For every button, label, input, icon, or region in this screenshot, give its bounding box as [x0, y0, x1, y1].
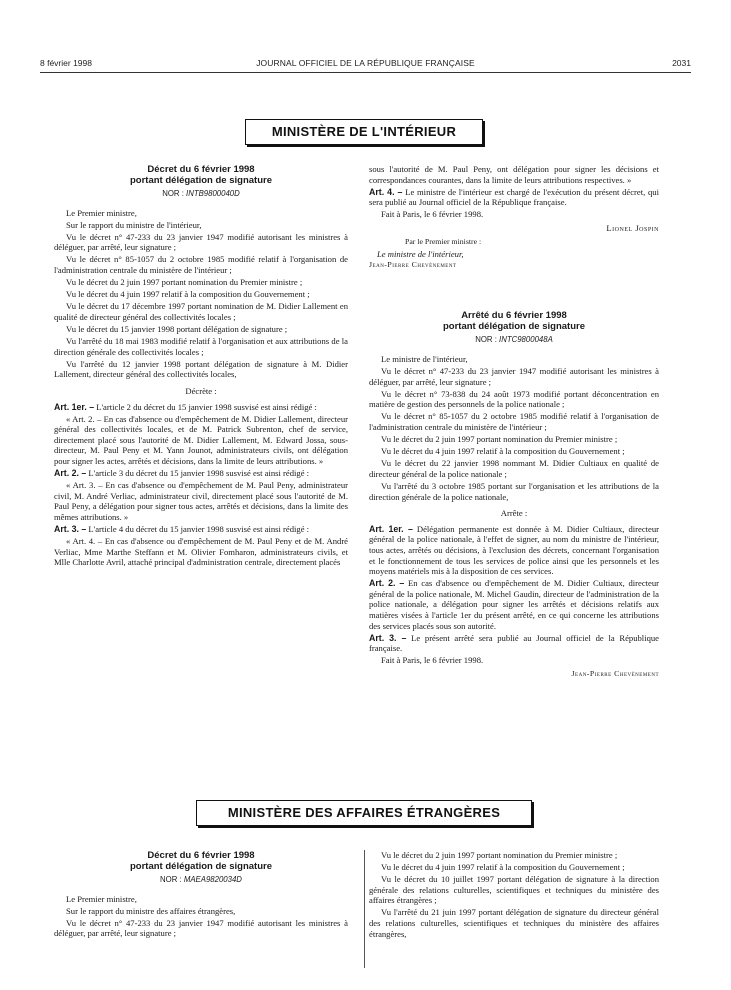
decree1-article-2-quote: « Art. 3. – En cas d'absence ou d'empêchement de M. Paul Peny, administrateur civil, M. André Verliac, administrateur civil, directement placé sous l'autorité de M. Paul Peny, a délégation pour signer tous actes, arrêtés et décisions, dans la limite des mêmes attributions. » [54, 480, 348, 523]
arrete-signatory: Jean-Pierre Chevènement [571, 668, 659, 678]
arrete-visa: Vu le décret n° 73-838 du 24 août 1973 modifié portant déconcentration en matière de gestion des personnels de la police nationale ; [369, 388, 659, 410]
arrete-done-at: Fait à Paris, le 6 février 1998. [381, 655, 484, 666]
journal-title: JOURNAL OFFICIEL DE LA RÉPUBLIQUE FRANÇAISE [256, 58, 475, 68]
column-divider [364, 850, 365, 968]
decree1-article-2: Art. 2. – L'article 3 du décret du 15 janvier 1998 susvisé est ainsi rédigé : [54, 468, 310, 479]
decree2-visa: Vu le décret du 10 juillet 1997 portant délégation de signature à la direction générale des relations culturelles, scientifiques et techniques du ministère des affaires étrangères ; [369, 874, 659, 906]
decree1-article-3-quote: « Art. 4. – En cas d'absence ou d'empêchement de M. Paul Peny et de M. André Verliac, Mme Marthe Steffann et M. Olivier Fomharon, administrateurs civils, et Mlle Charlotte Avril, attaché principal d'administration centrale, directement placés [54, 536, 348, 568]
decree1-visa: Vu l'arrêté du 18 mai 1983 modifié relatif à l'organisation et aux attributions de la direction générale des collectivités locales ; [54, 336, 348, 357]
decree1-visa: Vu le décret du 4 juin 1997 relatif à la composition du Gouvernement ; [66, 289, 310, 300]
arrete-visa: Vu le décret n° 85-1057 du 2 octobre 1985 modifié relatif à l'organisation de l'administration centrale du ministère de l'intérieur ; [369, 411, 659, 432]
decree2-left-column [54, 850, 348, 940]
decree2-right-column [369, 850, 659, 941]
ministry-interior-heading: MINISTÈRE DE L'INTÉRIEUR [245, 119, 483, 145]
decree1-minister-name: Jean-Pierre Chevènement [369, 259, 457, 269]
decree1-subtitle: portant délégation de signature [130, 175, 272, 186]
arrete-subtitle: portant délégation de signature [443, 321, 585, 333]
page-number: 2031 [672, 58, 691, 68]
decree2-visa: Vu le décret du 2 juin 1997 portant nomination du Premier ministre ; [381, 850, 618, 860]
ministry-foreign-affairs-heading: MINISTÈRE DES AFFAIRES ÉTRANGÈRES [196, 800, 532, 826]
decree2-visa: Vu l'arrêté du 21 juin 1997 portant délégation de signature du directeur général des relations culturelles, scientifiques et techniques du ministère des affaires étrangères, [369, 907, 659, 939]
decree1-visa: Vu le décret du 2 juin 1997 portant nomination du Premier ministre ; [66, 277, 303, 288]
decree1-done-at: Fait à Paris, le 6 février 1998. [381, 209, 484, 220]
arrete-article-1: Art. 1er. – Délégation permanente est donnée à M. Didier Cultiaux, directeur général de la police nationale, à l'effet de signer, au nom du ministre de l'intérieur, tous actes, arrêtés ou décisions, à l'exclusion des décrets, concernant l'organisation et le fonctionnement de tous les services de police ainsi que les personnels et les moyens matériels mis à la disposition de ces services. [369, 523, 659, 577]
decree1-article-1-quote: « Art. 2. – En cas d'absence ou d'empêchement de M. Didier Lallement, directeur général des collectivités locales, et de M. Patrick Subrenton, chef de service, directement placé sous l'autorité de M. Didier Lallement, M. Edward Jossa, sous-directeur, M. Paul Peny et M. Yann Jounot, administrateurs civils, ont délégation pour signer les actes, arrêtés et décisions, dans la limite de leurs attributions. » [54, 413, 348, 467]
header-rule [40, 72, 691, 73]
decree2-subtitle: portant délégation de signature [130, 861, 272, 872]
decree1-column [54, 164, 348, 570]
decree1-article-3-continued: sous l'autorité de M. Paul Peny, ont délégation pour signer les décisions et correspondances courantes, dans la limite de leurs attributions respectives. » [369, 164, 659, 185]
arrete-word: Arrête : [500, 508, 528, 519]
arrete-article-3: Art. 3. – Le présent arrêté sera publié au Journal officiel de la République française. [369, 632, 659, 654]
arrete-article-2: Art. 2. – En cas d'absence ou d'empêchement de M. Didier Cultiaux, directeur général de la police nationale, M. Michel Gaudin, directeur de l'administration de la police nationale, a délégation pour signer les arrêtés et décisions relatifs aux matières visées à l'article 1er du présent arrêté, en ce qui concerne les attributions des services placés sous son autorité. [369, 578, 659, 631]
decree1-article-4: Art. 4. – Le ministre de l'intérieur est chargé de l'exécution du présent décret, qui sera publié au Journal officiel de la République française. [369, 186, 659, 208]
arrete-nor: NOR : INTC9800048A [475, 335, 553, 345]
decree1-article-1: Art. 1er. – L'article 2 du décret du 15 janvier 1998 susvisé est ainsi rédigé : [54, 401, 317, 412]
arrete-visa: Vu le décret du 2 juin 1997 portant nomination du Premier ministre ; [381, 434, 618, 445]
arrete-visa: Vu le décret n° 47-233 du 23 janvier 1947 modifié autorisant les ministres à déléguer, par arrêté, leur signature ; [369, 366, 659, 387]
right-column [369, 164, 659, 683]
arrete-title: Arrêté du 6 février 1998 [461, 310, 567, 322]
issue-date: 8 février 1998 [40, 58, 92, 68]
decree1-visa: Vu le décret du 15 janvier 1998 portant délégation de signature ; [66, 324, 288, 335]
decree1-visa: Vu l'arrêté du 12 janvier 1998 portant délégation de signature à M. Didier Lallement, directeur général des collectivités locales, [54, 358, 348, 380]
decree2-title: Décret du 6 février 1998 [147, 850, 255, 861]
decree1-article-3: Art. 3. – L'article 4 du décret du 15 janvier 1998 susvisé est ainsi rédigé : [54, 524, 310, 535]
decree1-signatory: Lionel Jospin [606, 222, 659, 233]
decree2-visa: Le Premier ministre, [66, 893, 137, 904]
decree2-visa: Sur le rapport du ministre des affaires étrangères, [66, 905, 236, 916]
decree2-visa: Vu le décret n° 47-233 du 23 janvier 1947 modifié autorisant les ministres à déléguer, par arrêté, leur signature ; [54, 917, 348, 939]
decree1-visa: Le Premier ministre, [66, 207, 137, 218]
running-head [40, 58, 691, 72]
decree1-visa: Sur le rapport du ministre de l'intérieur, [66, 219, 202, 230]
decree1-nor: NOR : INTB9800040D [162, 189, 240, 198]
decree2-nor: NOR : MAEA9820034D [160, 875, 242, 884]
decree1-visa: Vu le décret n° 47-233 du 23 janvier 1947 modifié autorisant les ministres à déléguer, par arrêté, leur signature ; [54, 231, 348, 253]
decree1-par: Par le Premier ministre : [405, 236, 482, 246]
arrete-visa: Vu le décret du 4 juin 1997 relatif à la composition du Gouvernement ; [381, 446, 625, 457]
decree1-title: Décret du 6 février 1998 [147, 164, 255, 175]
arrete-visa: Vu l'arrêté du 3 octobre 1985 portant sur l'organisation et les attributions de la direction générale de la police nationale, [369, 480, 659, 502]
decree1-visa: Vu le décret du 17 décembre 1997 portant nomination de M. Didier Lallement en qualité de directeur général des collectivités locales ; [54, 301, 348, 322]
decree1-decrete: Décrète : [185, 386, 217, 396]
decree2-visa: Vu le décret du 4 juin 1997 relatif à la composition du Gouvernement ; [381, 862, 625, 873]
arrete-visa: Vu le décret du 22 janvier 1998 nommant M. Didier Cultiaux en qualité de directeur général de la police nationale ; [369, 458, 659, 479]
arrete-visa: Le ministre de l'intérieur, [381, 353, 468, 364]
decree1-visa: Vu le décret n° 85-1057 du 2 octobre 1985 modifié relatif à l'organisation de l'administration centrale du ministère de l'intérieur ; [54, 254, 348, 276]
decree1-minister-role: Le ministre de l'intérieur, [377, 249, 464, 260]
